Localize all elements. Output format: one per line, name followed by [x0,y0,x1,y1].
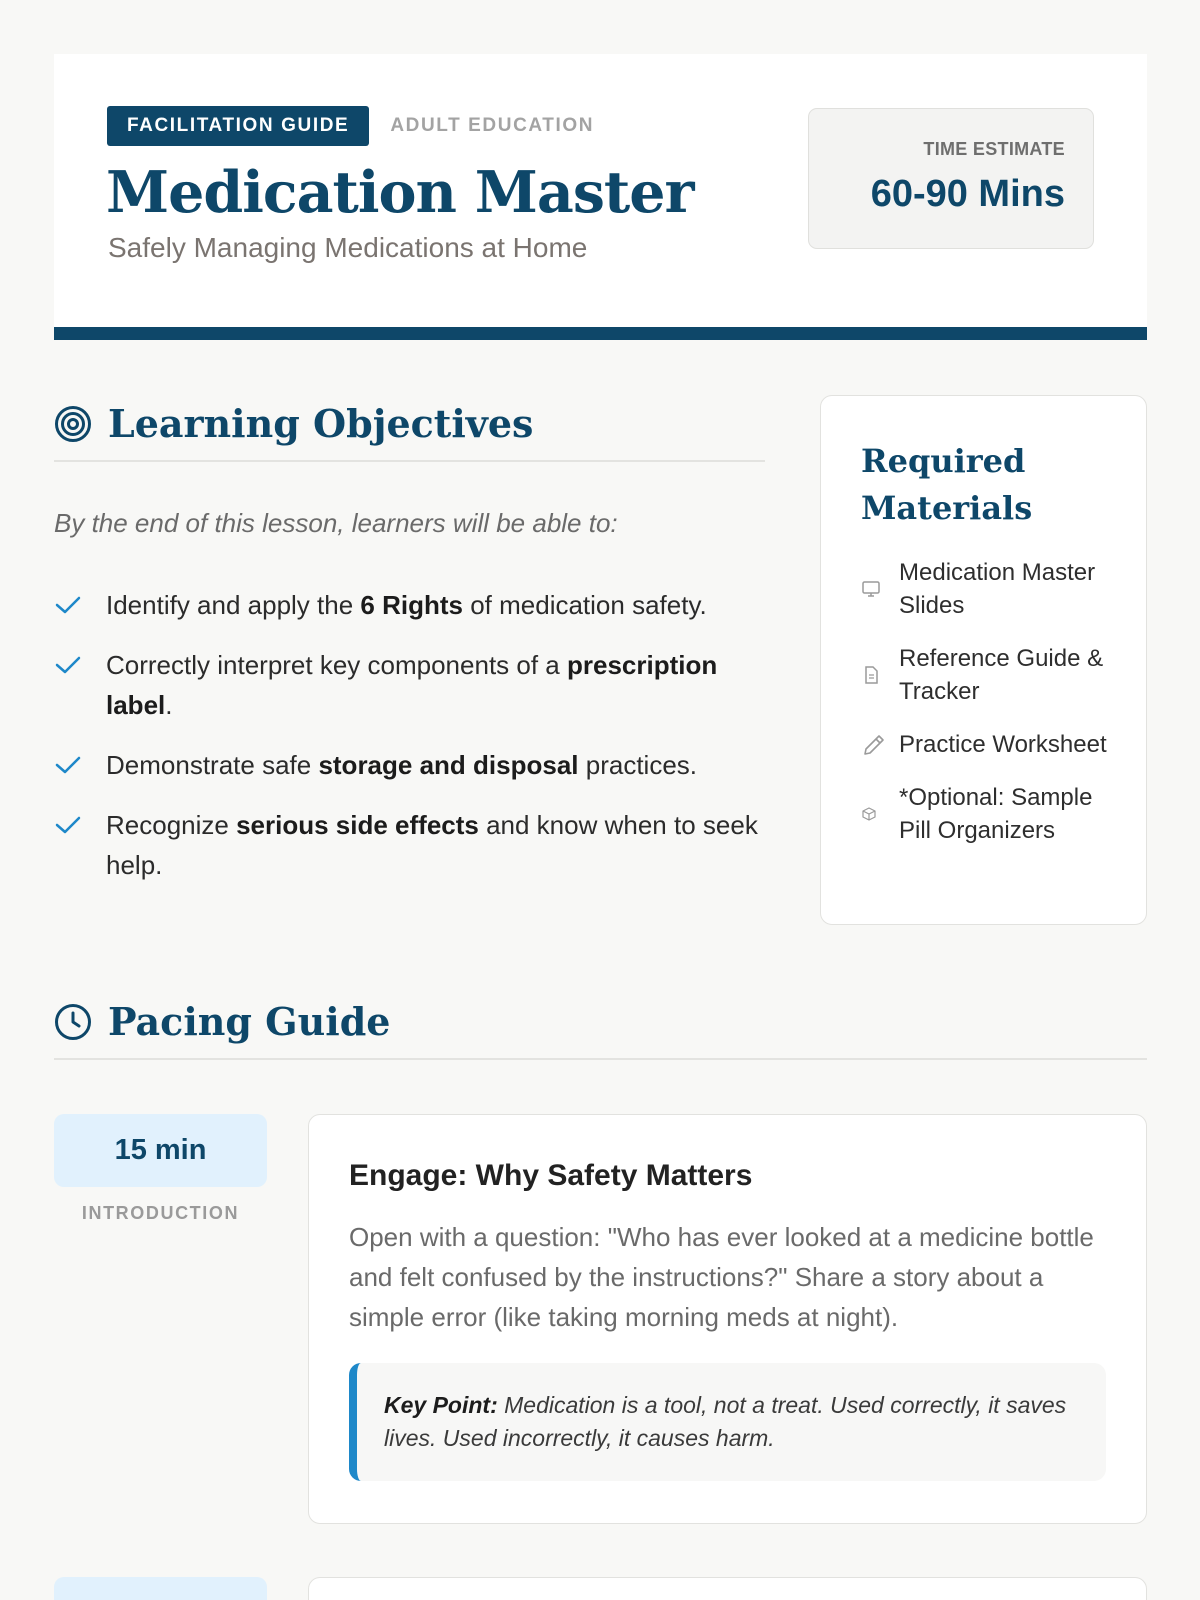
objectives-list [54,585,764,905]
objective-item [54,745,764,785]
objective-text: Correctly interpret key components of a prescription label. [106,650,718,720]
step-title: Engage: Why Safety Matters [349,1159,753,1192]
material-label: Practice Worksheet [899,731,1107,758]
objectives-heading: Learning Objectives [108,401,534,446]
pencil-icon [861,732,899,758]
document-icon [861,665,899,685]
monitor-icon [861,579,899,599]
clock-icon [54,1003,92,1041]
tag-row [107,106,594,146]
time-estimate-label: TIME ESTIMATE [923,139,1065,159]
next-step-duration-pill [54,1577,267,1600]
header-card [54,54,1147,340]
objective-text: Recognize serious side effects and know when to seek help. [106,810,758,880]
objectives-header [54,401,533,446]
next-step-card [308,1577,1147,1600]
audience-label: ADULT EDUCATION [390,115,595,136]
objective-text: Identify and apply the 6 Rights of medication safety. [106,590,707,620]
box-icon [861,806,899,822]
pacing-heading: Pacing Guide [108,999,391,1044]
materials-heading: Required Materials [861,442,1033,527]
key-point-callout [349,1363,1106,1481]
material-item [861,728,1123,761]
time-estimate-box [808,108,1094,249]
step-description: Open with a question: "Who has ever looked at a medicine bottle and felt confused by the instructions?" Share a story about a simple error (like taking morning meds at night). [349,1222,1094,1332]
guide-type-badge: FACILITATION GUIDE [107,106,369,146]
material-label: Medication Master Slides [899,559,1096,619]
material-item [861,781,1123,847]
objective-text: Demonstrate safe storage and disposal practices. [106,750,698,780]
objective-item [54,645,764,725]
material-label: *Optional: Sample Pill Organizers [899,784,1093,844]
material-item [861,556,1123,622]
pacing-header [54,999,390,1044]
objectives-intro: By the end of this lesson, learners will be able to: [54,508,618,538]
target-icon [54,405,92,443]
checkmark-icon [54,745,106,785]
materials-list [861,556,1123,867]
checkmark-icon [54,585,106,625]
material-label: Reference Guide & Tracker [899,645,1104,705]
objectives-divider [54,460,765,462]
objective-item [54,585,764,625]
checkmark-icon [54,805,106,885]
material-item [861,642,1123,708]
pacing-divider [54,1058,1147,1060]
pacing-step-card [308,1114,1147,1524]
key-point-text: Medication is a tool, not a treat. Used correctly, it saves lives. Used incorrectly, it causes harm. [384,1392,1067,1451]
checkmark-icon [54,645,106,725]
key-point-label: Key Point: [384,1392,498,1418]
materials-card [820,395,1147,925]
objective-item [54,805,764,885]
step-phase-label: INTRODUCTION [81,1203,240,1223]
page-title: Medication Master [106,159,694,226]
page-subtitle: Safely Managing Medications at Home [108,232,588,263]
step-duration-pill: 15 min [54,1114,267,1187]
time-estimate-value: 60-90 Mins [870,173,1065,215]
